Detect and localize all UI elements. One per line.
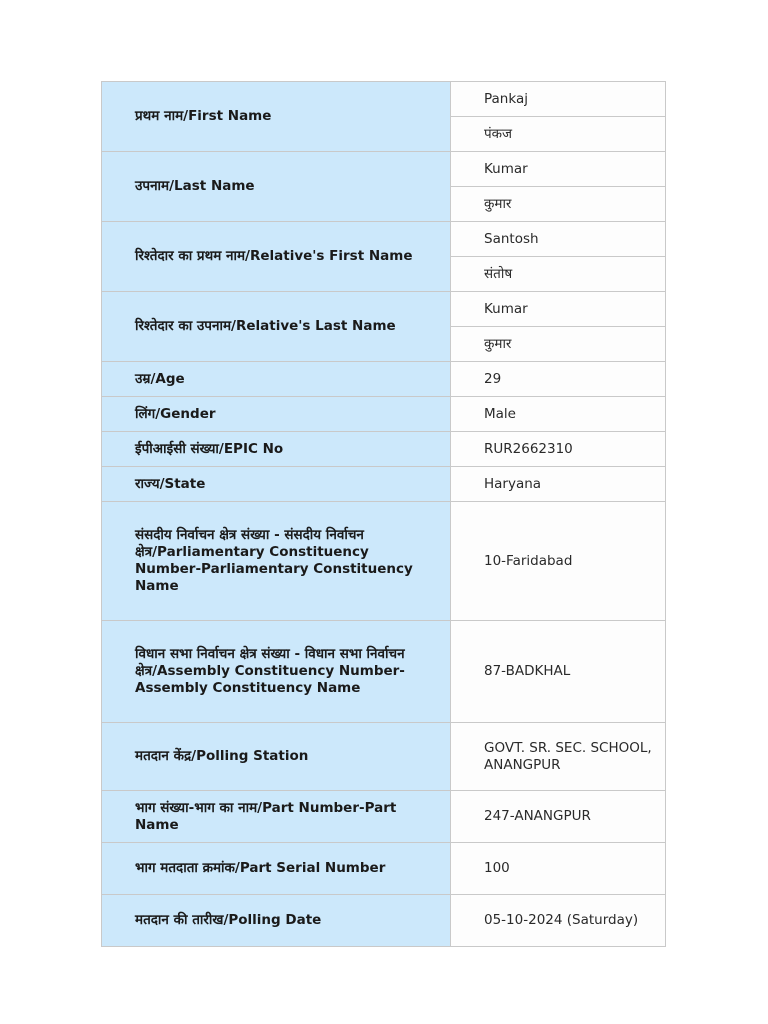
table-row	[102, 467, 666, 502]
parliamentary-constituency-value: 10-Faridabad	[451, 502, 666, 621]
polling-station-value: GOVT. SR. SEC. SCHOOL, ANANGPUR	[451, 723, 666, 791]
state-label: राज्य/State	[102, 467, 451, 502]
first-name-label: प्रथम नाम/First Name	[102, 82, 451, 152]
polling-date-value: 05-10-2024 (Saturday)	[451, 895, 666, 947]
table-row	[102, 843, 666, 895]
part-number-label: भाग संख्या-भाग का नाम/Part Number-Part Name	[102, 791, 451, 843]
part-serial-number-label: भाग मतदाता क्रमांक/Part Serial Number	[102, 843, 451, 895]
gender-value: Male	[451, 397, 666, 432]
table-row	[102, 397, 666, 432]
age-label: उम्र/Age	[102, 362, 451, 397]
gender-label: लिंग/Gender	[102, 397, 451, 432]
assembly-constituency-value: 87-BADKHAL	[451, 621, 666, 723]
table-row	[102, 152, 666, 187]
age-value: 29	[451, 362, 666, 397]
table-row	[102, 502, 666, 621]
relative-last-name-label: रिश्तेदार का उपनाम/Relative's Last Name	[102, 292, 451, 362]
table-row	[102, 432, 666, 467]
relative-last-name-value-english: Kumar	[451, 292, 666, 327]
relative-first-name-label: रिश्तेदार का प्रथम नाम/Relative's First Name	[102, 222, 451, 292]
table-row	[102, 292, 666, 327]
polling-station-label: मतदान केंद्र/Polling Station	[102, 723, 451, 791]
parliamentary-constituency-label: संसदीय निर्वाचन क्षेत्र संख्या - संसदीय निर्वाचन क्षेत्र/Parliamentary Constituency Number-Parliamentary Constituency Name	[102, 502, 451, 621]
table-row	[102, 222, 666, 257]
table-row	[102, 895, 666, 947]
relative-last-name-value-hindi: कुमार	[451, 327, 666, 362]
epic-number-label: ईपीआईसी संख्या/EPIC No	[102, 432, 451, 467]
last-name-label: उपनाम/Last Name	[102, 152, 451, 222]
table-row	[102, 723, 666, 791]
table-row	[102, 621, 666, 723]
epic-number-value: RUR2662310	[451, 432, 666, 467]
assembly-constituency-label: विधान सभा निर्वाचन क्षेत्र संख्या - विधान सभा निर्वाचन क्षेत्र/Assembly Constituency Number-Assembly Constituency Name	[102, 621, 451, 723]
table-row	[102, 362, 666, 397]
last-name-value-english: Kumar	[451, 152, 666, 187]
relative-first-name-value-english: Santosh	[451, 222, 666, 257]
first-name-value-hindi: पंकज	[451, 117, 666, 152]
table-row	[102, 791, 666, 843]
first-name-value-english: Pankaj	[451, 82, 666, 117]
last-name-value-hindi: कुमार	[451, 187, 666, 222]
part-number-value: 247-ANANGPUR	[451, 791, 666, 843]
state-value: Haryana	[451, 467, 666, 502]
table-row	[102, 82, 666, 117]
part-serial-number-value: 100	[451, 843, 666, 895]
voter-details-table	[101, 81, 666, 947]
relative-first-name-value-hindi: संतोष	[451, 257, 666, 292]
polling-date-label: मतदान की तारीख/Polling Date	[102, 895, 451, 947]
